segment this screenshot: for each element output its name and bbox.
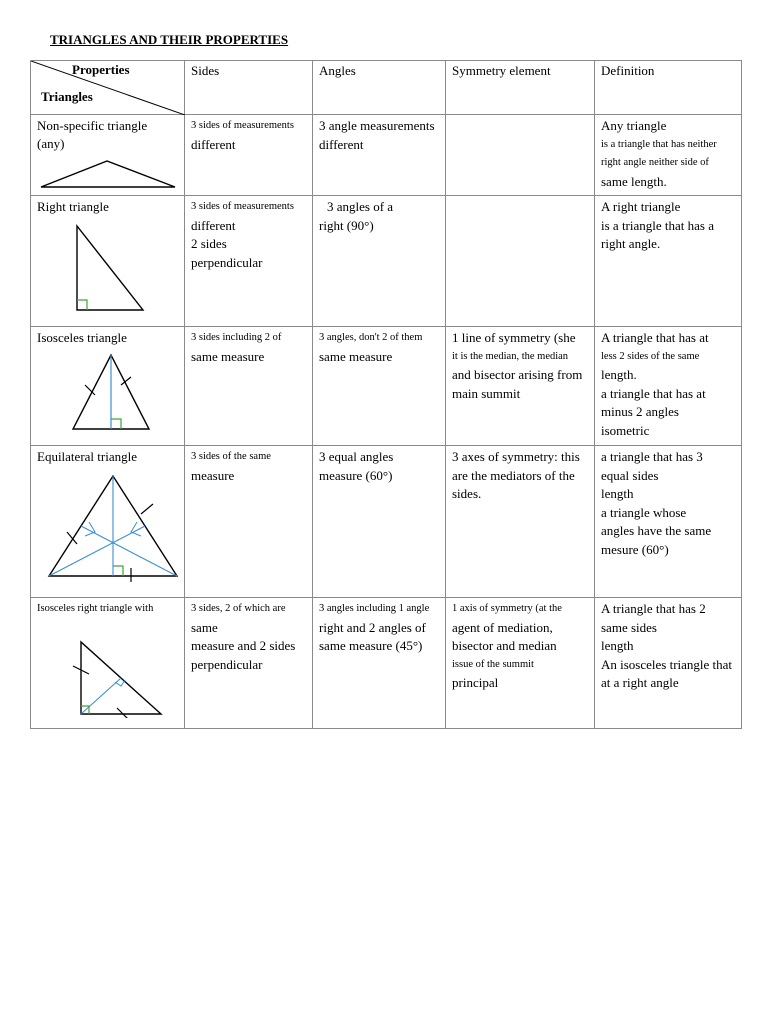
row-name-cell bbox=[31, 598, 185, 729]
definition-line: right angle neither side of bbox=[601, 157, 709, 168]
header-properties: Properties bbox=[72, 62, 130, 77]
definition-cell bbox=[595, 115, 742, 196]
angles-line: same measure bbox=[319, 348, 393, 364]
table-row bbox=[31, 115, 742, 196]
row-name: Non-specific triangle bbox=[37, 118, 148, 133]
angles-cell bbox=[313, 598, 446, 729]
angles-line: measure (60°) bbox=[319, 467, 393, 483]
definition-line: An isosceles triangle that bbox=[601, 656, 733, 672]
row-name-cell bbox=[31, 196, 185, 327]
isosceles-triangle-figure bbox=[37, 351, 177, 433]
definition-line: length bbox=[601, 486, 634, 501]
sides-cell bbox=[185, 115, 313, 196]
row-name: Equilateral triangle bbox=[37, 449, 137, 464]
definition-cell bbox=[595, 598, 742, 729]
definition-line: is a triangle that has neither bbox=[601, 138, 717, 150]
symmetry-cell bbox=[446, 598, 595, 729]
sides-cell bbox=[185, 327, 313, 446]
definition-line: less 2 sides of the same bbox=[601, 350, 700, 362]
symmetry-cell bbox=[446, 327, 595, 446]
row-name-cell bbox=[31, 115, 185, 196]
sides-line: 2 sides bbox=[191, 236, 227, 251]
definition-cell bbox=[595, 327, 742, 446]
definition-line: A triangle that has 2 bbox=[601, 601, 706, 616]
angles-line: same measure (45°) bbox=[319, 638, 423, 653]
row-name-cell bbox=[31, 446, 185, 598]
right-triangle-figure bbox=[37, 220, 177, 316]
sides-line: measure and 2 sides bbox=[191, 638, 296, 653]
symmetry-line: sides. bbox=[452, 486, 482, 501]
sides-cell bbox=[185, 446, 313, 598]
symmetry-cell bbox=[446, 115, 595, 196]
properties-table bbox=[30, 60, 742, 729]
sides-cell bbox=[185, 598, 313, 729]
sides-line: 3 sides including 2 of bbox=[191, 332, 282, 343]
header-row bbox=[31, 61, 742, 115]
definition-line: equal sides bbox=[601, 467, 659, 483]
header-symmetry: Symmetry element bbox=[446, 61, 595, 115]
definition-line: angles have the same bbox=[601, 523, 712, 538]
sides-line: 3 sides, 2 of which are bbox=[191, 603, 286, 614]
symmetry-line: 1 line of symmetry (she bbox=[452, 330, 576, 345]
angles-line: 3 angle measurements bbox=[319, 118, 435, 133]
symmetry-line: and bisector arising from bbox=[452, 367, 583, 382]
angles-line: right (90°) bbox=[319, 217, 374, 233]
sides-line: perpendicular bbox=[191, 254, 263, 270]
definition-cell bbox=[595, 196, 742, 327]
sides-line: same bbox=[191, 619, 218, 635]
symmetry-cell bbox=[446, 446, 595, 598]
symmetry-line: main summit bbox=[452, 385, 521, 401]
table-row bbox=[31, 446, 742, 598]
row-name-cell bbox=[31, 327, 185, 446]
sides-line: different bbox=[191, 136, 236, 152]
definition-line: same length. bbox=[601, 173, 667, 189]
angles-cell bbox=[313, 327, 446, 446]
sides-line: 3 sides of measurements bbox=[191, 120, 294, 131]
header-triangles: Triangles bbox=[41, 89, 93, 104]
symmetry-line: bisector and median bbox=[452, 638, 557, 653]
table-row bbox=[31, 196, 742, 327]
definition-line: right angle. bbox=[601, 236, 661, 251]
equilateral-triangle-figure bbox=[37, 470, 183, 582]
definition-line: isometric bbox=[601, 422, 650, 438]
angles-line: 3 equal angles bbox=[319, 449, 394, 464]
scalene-triangle-figure bbox=[37, 157, 177, 193]
symmetry-line: it is the median, the median bbox=[452, 350, 569, 362]
definition-cell bbox=[595, 446, 742, 598]
sides-line: same measure bbox=[191, 348, 265, 364]
angles-line: different bbox=[319, 136, 364, 152]
definition-line: at a right angle bbox=[601, 675, 679, 690]
row-name: (any) bbox=[37, 136, 65, 151]
symmetry-line: 1 axis of symmetry (at the bbox=[452, 603, 562, 614]
definition-line: same sides bbox=[601, 619, 657, 635]
header-angles: Angles bbox=[313, 61, 446, 115]
symmetry-cell bbox=[446, 196, 595, 327]
angles-line: right and 2 angles of bbox=[319, 619, 426, 635]
header-definition: Definition bbox=[595, 61, 742, 115]
definition-line: minus 2 angles bbox=[601, 404, 679, 419]
sides-line: 3 sides of the same bbox=[191, 451, 271, 462]
row-name: Isosceles right triangle with bbox=[37, 603, 154, 614]
definition-line: Any triangle bbox=[601, 118, 667, 133]
sides-line: measure bbox=[191, 467, 235, 483]
definition-line: a triangle that has at bbox=[601, 385, 706, 401]
definition-line: a triangle that has 3 bbox=[601, 449, 703, 464]
isosceles-right-triangle-figure bbox=[37, 622, 177, 718]
symmetry-line: agent of mediation, bbox=[452, 619, 553, 635]
definition-line: A triangle that has at bbox=[601, 330, 709, 345]
definition-line: is a triangle that has a bbox=[601, 217, 714, 233]
row-name: Right triangle bbox=[37, 199, 109, 214]
definition-line: length bbox=[601, 638, 634, 653]
symmetry-line: are the mediators of the bbox=[452, 467, 575, 483]
sides-line: 3 sides of measurements bbox=[191, 201, 294, 212]
symmetry-line: 3 axes of symmetry: this bbox=[452, 449, 580, 464]
angles-line: 3 angles of a bbox=[327, 199, 394, 214]
sides-line: perpendicular bbox=[191, 656, 263, 672]
sides-cell bbox=[185, 196, 313, 327]
angles-line: 3 angles, don't 2 of them bbox=[319, 332, 423, 343]
definition-line: length. bbox=[601, 367, 637, 382]
definition-line: mesure (60°) bbox=[601, 541, 669, 557]
header-sides: Sides bbox=[185, 61, 313, 115]
angles-line: 3 angles including 1 angle bbox=[319, 603, 430, 614]
angles-cell bbox=[313, 115, 446, 196]
symmetry-line: principal bbox=[452, 675, 499, 690]
definition-line: A right triangle bbox=[601, 199, 681, 214]
angles-cell bbox=[313, 196, 446, 327]
symmetry-line: issue of the summit bbox=[452, 658, 534, 670]
table-row bbox=[31, 598, 742, 729]
header-diagonal-cell bbox=[31, 61, 185, 115]
table-row bbox=[31, 327, 742, 446]
sides-line: different bbox=[191, 217, 236, 233]
definition-line: a triangle whose bbox=[601, 504, 687, 520]
angles-cell bbox=[313, 446, 446, 598]
page-title: TRIANGLES AND THEIR PROPERTIES bbox=[50, 32, 289, 47]
row-name: Isosceles triangle bbox=[37, 330, 127, 345]
